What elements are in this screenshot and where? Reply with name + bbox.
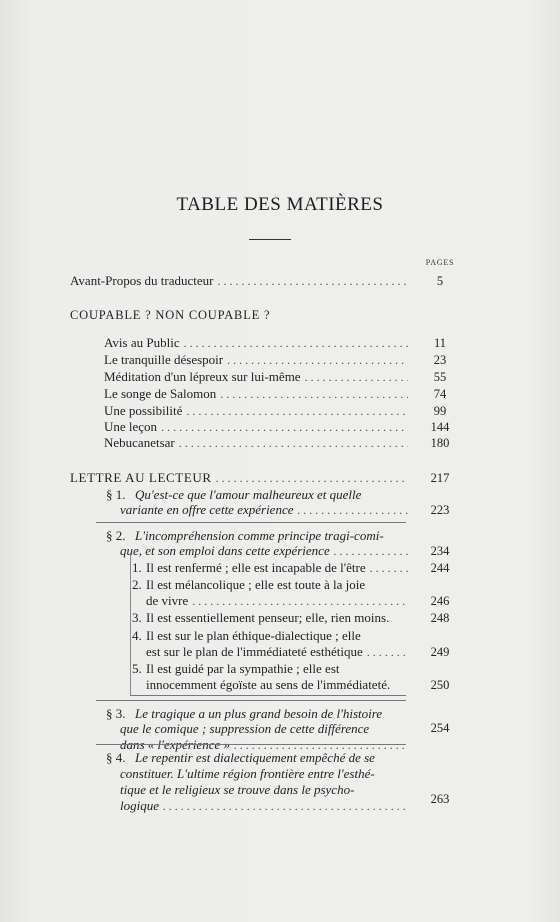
- toc-entry: Méditation d'un lépreux sur lui-même . . .: [104, 369, 412, 385]
- separator-line: [130, 695, 406, 696]
- leader-dots: [217, 273, 408, 289]
- toc-page-number: 248: [430, 611, 450, 625]
- toc-entry: que, et son emploi dans cette expérience . . .: [120, 543, 412, 559]
- toc-page-number: 234: [430, 544, 450, 558]
- leader-dots: [305, 369, 408, 385]
- toc-page-number: 223: [430, 503, 450, 517]
- toc-page-number: 244: [430, 561, 450, 575]
- leader-dots: [163, 798, 408, 814]
- toc-entry: [70, 273, 412, 289]
- toc-entry: logique . . .: [120, 798, 412, 814]
- leader-dots: [227, 352, 408, 368]
- toc-entry: Avis au Public . . .: [104, 335, 412, 351]
- subsection-bracket: [130, 555, 131, 695]
- toc-page-number: 263: [430, 792, 450, 806]
- toc-page-number: 23: [433, 353, 447, 367]
- leader-dots: [298, 502, 409, 518]
- toc-entry: dans « l'expérience » . . .: [120, 737, 412, 753]
- toc-entry: Le songe de Salomon . . .: [104, 386, 412, 402]
- leader-dots: [367, 644, 408, 660]
- title-rule: [249, 239, 291, 240]
- toc-entry: est sur le plan de l'immédiateté esthétique . . .: [146, 644, 412, 660]
- page-title: TABLE DES MATIÈRES: [176, 194, 384, 215]
- toc-entry: de vivre . . .: [146, 593, 412, 609]
- separator-line: [96, 522, 406, 523]
- leader-dots: [161, 419, 408, 435]
- toc-entry: variante en offre cette expérience . . .: [120, 502, 412, 518]
- toc-page-number: 144: [430, 420, 450, 434]
- toc-page-number: 254: [430, 721, 450, 735]
- leader-dots: [220, 386, 408, 402]
- toc-entry: Nebucanetsar . . .: [104, 435, 412, 451]
- toc-page-number: 99: [433, 404, 447, 418]
- leader-dots: [184, 335, 408, 351]
- separator-line: [96, 700, 406, 701]
- leader-dots: [216, 470, 408, 486]
- toc-page-number: 55: [433, 370, 447, 384]
- toc-entry: Une possibilité . . .: [104, 403, 412, 419]
- section-heading: COUPABLE ? NON COUPABLE ?: [70, 308, 271, 322]
- pages-column-header: PAGES: [425, 258, 455, 267]
- toc-page-number: 180: [430, 436, 450, 450]
- toc-page-number: 249: [430, 645, 450, 659]
- leader-dots: [370, 560, 408, 576]
- toc-page-number: 250: [430, 678, 450, 692]
- toc-page-number: 74: [433, 387, 447, 401]
- toc-page-number: 246: [430, 594, 450, 608]
- leader-dots: [179, 435, 408, 451]
- separator-line: [96, 744, 406, 745]
- toc-page-number: 5: [436, 274, 444, 288]
- leader-dots: [192, 593, 408, 609]
- toc-entry: Le tranquille désespoir . . .: [104, 352, 412, 368]
- leader-dots: [186, 403, 408, 419]
- toc-entry: Une leçon . . .: [104, 419, 412, 435]
- toc-page-number: 217: [430, 471, 450, 485]
- toc-page-number: 11: [433, 336, 447, 350]
- toc-entry-text: Avant-Propos du traducteur: [70, 273, 214, 288]
- toc-entry: Il est renfermé ; elle est incapable de l'être . . .: [146, 560, 412, 576]
- leader-dots: [334, 543, 408, 559]
- book-page: TABLE DES MATIÈRES PAGES Avant-Propos du traducteur . . . 5 COUPABLE ? NON COUPABLE ? Avis au Public . . . 11 Le tranquille désespoir . . . 23 Méditation d'un lépreux sur lui-même . . . 55 Le songe de Salomon . . . 74 Une possibilité . . . 99 Une leçon . . . 144 Nebucanetsar . . . 180 LETTRE AU LECTEUR . . . 217 § 1. Qu'est-ce que l'amour malheureux et quelle variante en offre cette expérience . . . 223 § 2. L'incompréhension comme principe tragi-comi- que, et son emploi dans cette expérience . . . 234 1. Il est renfermé ; elle est incapable de l'être . . . 244 2. Il est mélancolique ; elle est toute à la joie de vivre . . . 246 3. Il est essentiellement penseur; elle, rien moins. 248 4. Il est sur le plan éthique-dialectique ; elle est sur le plan de l'immédiateté esthétique . . . 249 5. Il est guidé par la sympathie ; elle est innocemment égoïste au sens de l'immédiateté. 250 § 3. Le tragique a un plus grand besoin de l'histoire que le comique ; suppression de cette différence dans « l'expérience » . . . 254 § 4. Le repentir est dialectiquement empêché de se constituer. L'ultime région frontière entre l'esthé- tique et le religieux se trouve dans le psycho- logique . . . 263: [0, 0, 560, 922]
- toc-entry: LETTRE AU LECTEUR . . .: [70, 470, 412, 486]
